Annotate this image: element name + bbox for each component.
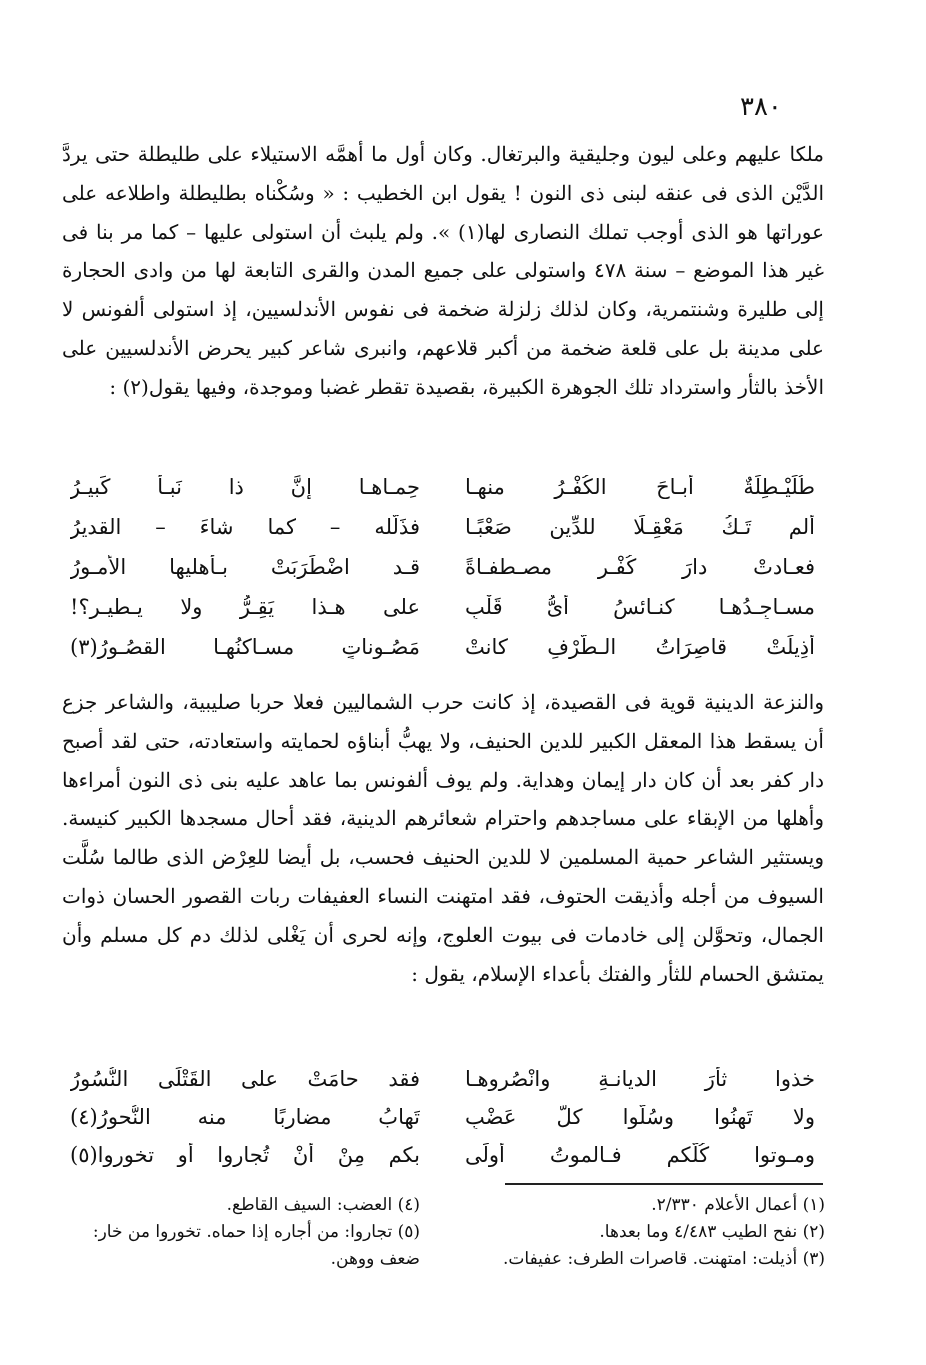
footnote-divider (505, 1183, 823, 1185)
footnotes-left-column (52, 1192, 420, 1273)
first-hemistich: طُلَيْـطِلَةٌ أبـاحَ الكُفْـرُ منهـا (465, 475, 815, 499)
body-paragraph-2 (62, 683, 824, 993)
footnote: (٢) نفح الطيب ٤/٤٨٣ وما بعدها. (599, 1222, 825, 1242)
first-hemistich: مسـاجِـدُهـا كنـائسُ أىُّ قَلْبٍ (465, 595, 815, 619)
poem-verse (70, 507, 815, 547)
poem-verse (70, 1136, 815, 1174)
second-hemistich: مَصُـوناتٍ مسـاكنُهـا القصُـورُ(٣) (70, 635, 420, 659)
second-hemistich: قـد اضْطَرَبَتْ بـأهليها الأمـورُ (70, 555, 420, 579)
paragraph-text: ملكا عليهم وعلى ليون وجليقية والبرتغال. وكان أول ما أهمَّه الاستيلاء على طليطلة حتى يردَّ الدَّيْن الذى فى عنقه لبنى ذى النون ! يقول ابن الخطيب : « وسُكْناه بطليطلة واطلاعه على عوراتها هو الذى أوجب تملك النصارى لها(١) ». ولم يلبث أن استولى عليها – كما مر بنا فى غير هذا الموضع – سنة ٤٧٨ واستولى على جميع المدن والقرى التابعة لها من وادى الحجارة إلى طليرة وشنتمرية، وكان لذلك زلزلة ضخمة فى نفوس الأندلسيين، إذ استولى ألفونس لا على مدينة بل على قلعة ضخمة من أكبر قلاعهم، وانبرى شاعر كبير يحرض الأندلسيين على الأخذ بالثأر واسترداد تلك الجوهرة الكبيرة، بقصيدة تقطر غضبا وموجدة، وفيها يقول(٢) : (62, 142, 825, 399)
second-hemistich: حِمـاهـا إنَّ ذا نَبـأٌ كَبيـرُ (70, 475, 420, 499)
footnote: (٤) العضب: السيف القاطع. (226, 1195, 420, 1215)
poem-verse (70, 1060, 815, 1098)
page-number: ٣٨٠ (740, 92, 782, 122)
footnote: (٣) أذيلت: امتهنت. قاصرات الطرف: عفيفات. (502, 1249, 825, 1269)
paragraph-text: والنزعة الدينية قوية فى القصيدة، إذ كانت حرب الشماليين فعلا حربا صليبية، والشاعر جزع أن يسقط هذا المعقل الكبير للدين الحنيف، ولا يهبُّ أبناؤه لحمايته واستعادته، حتى لقد أصبح دار كفر بعد أن كان دار إيمان وهداية. ولم يوف ألفونس بما عاهد عليه بنى ذى النون أمراءها وأهلها من الإبقاء على مساجدهم واحترام شعائرهم الدينية، فقد أحال مسجدها الكبير كنيسة. ويستثير الشاعر حمية المسلمين لا للدين الحنيف فحسب، بل أيضا للعِرْض الذى طالما سُلَّت السيوف من أجله وأذيقت الحتوف، فقد امتهنت النساء العفيفات ربات القصور الحسان ذوات الجمال، وتحوَّلن إلى خادمات فى بيوت العلوج، وإنه لحرى أن يَغْلى لذلك دم كل مسلم وأن يمتشق الحسام للثأر والفتك بأعداء الإسلام، يقول : (62, 690, 824, 986)
poem-verse (70, 467, 815, 507)
poem-verse (70, 547, 815, 587)
first-hemistich: ومـوتوا كُلُّكم فـالموتُ أولَى (465, 1143, 815, 1167)
poem-verse (70, 587, 815, 627)
second-hemistich: على هـذا يَقِـرُّ ولا يـطيـر؟! (70, 595, 420, 619)
poem-1 (70, 467, 815, 667)
second-hemistich: بكم مِنْ أنْ تُجاروا أو تخوروا(٥) (70, 1143, 420, 1167)
second-hemistich: تَهابُ مضاربًا منه النُّحورُ(٤) (70, 1105, 420, 1129)
footnote: (٥) تجاروا: من أجاره إذا حماه. تخوروا من خار: ضعف ووهن. (92, 1222, 420, 1269)
first-hemistich: خذوا ثأرَ الديانـةِ وانْصُروهـا (465, 1067, 815, 1091)
second-hemistich: فقد حامَتْ على القَتْلَى النُّسُورُ (70, 1067, 420, 1091)
poem-verse (70, 1098, 815, 1136)
first-hemistich: ألم تَـكُ مَعْقِـلًا للدِّين صَعْبًـا (465, 515, 815, 539)
poem-2 (70, 1060, 815, 1174)
poem-verse (70, 627, 815, 667)
first-hemistich: أُذِيلَتْ قاصِرَاتُ الـطَّرْفِ كانتْ (465, 635, 815, 659)
body-paragraph-1 (62, 135, 824, 407)
second-hemistich: فذَلَّله – كما شاءَ – القديرُ (70, 515, 420, 539)
footnotes-right-column (440, 1192, 825, 1273)
first-hemistich: فعـادتْ دارَ كُفْـرٍ مصـطفـاةً (465, 555, 815, 579)
footnote: (١) أعمال الأعلام ٢/٣٣٠. (651, 1195, 825, 1215)
first-hemistich: ولا تَهِنُوا وسُلُّوا كلَّ عَضْبٍ (465, 1105, 815, 1129)
